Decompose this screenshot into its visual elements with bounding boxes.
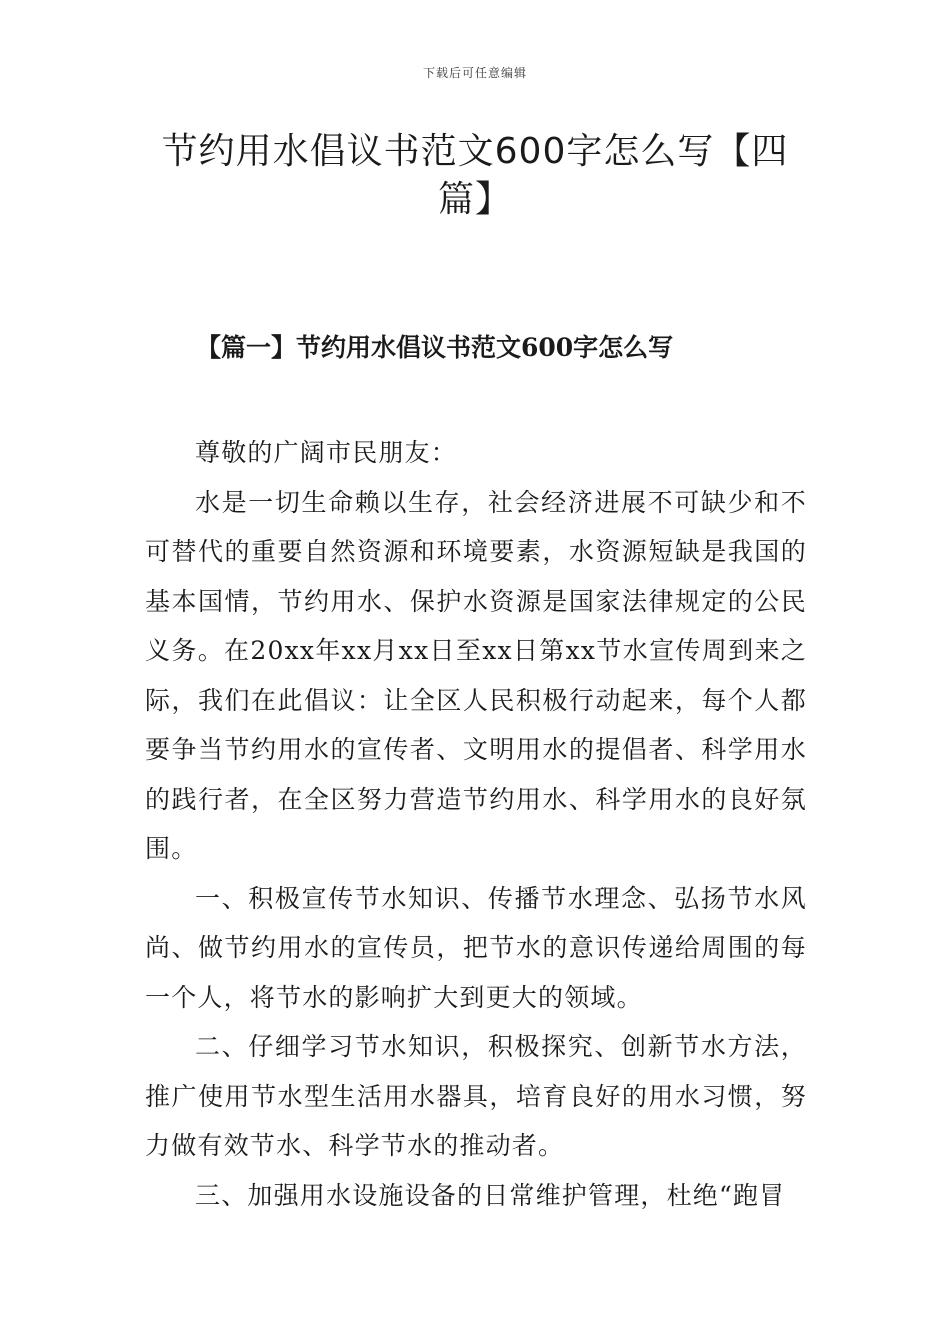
section-heading: 【篇一】节约用水倡议书范文600字怎么写: [196, 333, 674, 362]
paragraph-point-3: 三、加强用水设施设备的日常维护管理，杜绝“跑冒: [195, 1180, 786, 1210]
document-title: 节约用水倡议书范文600字怎么写【四篇】: [161, 131, 789, 220]
paragraph-point-2: 二、仔细学习节水知识，积极探究、创新节水方法，推广使用节水型生活用水器具，培育良好的用水习惯，努力做有效节水、科学节水的推动者。: [145, 1032, 807, 1160]
header-note: 下载后可任意编辑: [422, 66, 527, 80]
paragraph-point-1: 一、积极宣传节水知识、传播节水理念、弘扬节水风尚、做节约用水的宣传员，把节水的意识传递给周围的每一个人，将节水的影响扩大到更大的领域。: [145, 883, 807, 1012]
document-body: [145, 428, 807, 1220]
paragraph-intro: 水是一切生命赖以生存，社会经济进展不可缺少和不可替代的重要自然资源和环境要素，水资源短缺是我国的基本国情，节约用水、保护水资源是国家法律规定的公民义务。在20xx年xx月xx日至xx日第xx节水宣传周到来之际，我们在此倡议：让全区人民积极行动起来，每个人都要争当节约用水的宣传者、文明用水的提倡者、科学用水的践行者，在全区努力营造节约用水、科学用水的良好氛围。: [145, 487, 807, 863]
greeting: 尊敬的广阔市民朋友：: [195, 438, 458, 467]
